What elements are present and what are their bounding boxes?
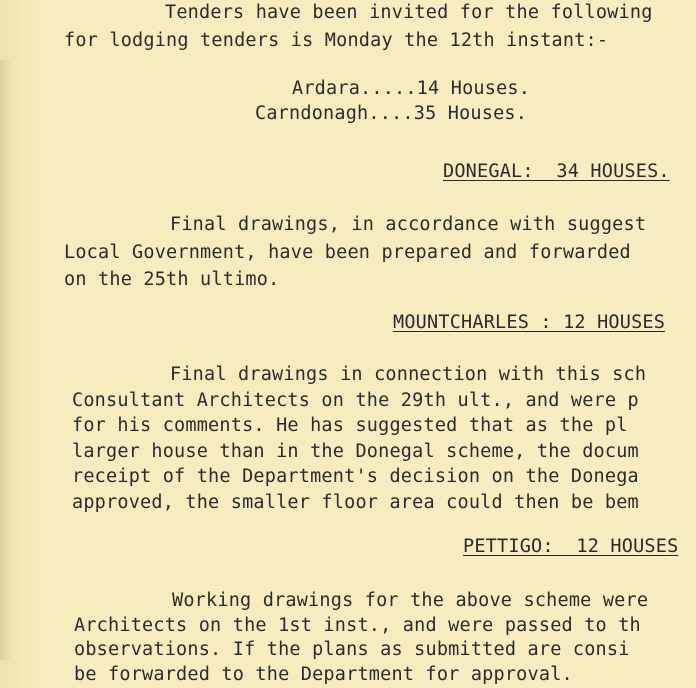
paragraph-line: receipt of the Department's decision on the Donega xyxy=(72,466,639,487)
paragraph-line: Final drawings, in accordance with suggest xyxy=(170,214,647,235)
intro-line-1: Tenders have been invited for the following xyxy=(165,2,653,23)
paragraph-line: Consultant Architects on the 29th ult., and were p xyxy=(72,390,639,411)
paragraph-line: on the 25th ultimo. xyxy=(64,269,280,290)
paragraph-line: Architects on the 1st inst., and were passed to th xyxy=(74,615,641,636)
tender-list-item: Carndonagh....35 Houses. xyxy=(255,103,528,124)
paragraph-line: larger house than in the Donegal scheme, the docum xyxy=(72,441,639,462)
intro-line-2: for lodging tenders is Monday the 12th instant:- xyxy=(64,30,609,51)
page-margin-shadow xyxy=(0,60,12,660)
paragraph-line: approved, the smaller floor area could then be bem xyxy=(72,492,639,513)
paragraph-line: Local Government, have been prepared and forwarded xyxy=(64,242,631,263)
paragraph-line: for his comments. He has suggested that as the pl xyxy=(72,415,628,436)
paragraph-line: be forwarded to the Department for approval. xyxy=(74,664,573,685)
section-heading-donegal: DONEGAL: 34 HOUSES. xyxy=(443,161,670,182)
paragraph-line: Working drawings for the above scheme were xyxy=(172,590,649,611)
section-heading-pettigo: PETTIGO: 12 HOUSES xyxy=(463,536,679,557)
paragraph-line: Final drawings in connection with this sch xyxy=(170,364,647,385)
paragraph-line: observations. If the plans as submitted are consi xyxy=(74,639,630,660)
section-heading-mountcharles: MOUNTCHARLES : 12 HOUSES xyxy=(393,312,666,333)
tender-list-item: Ardara.....14 Houses. xyxy=(292,78,531,99)
